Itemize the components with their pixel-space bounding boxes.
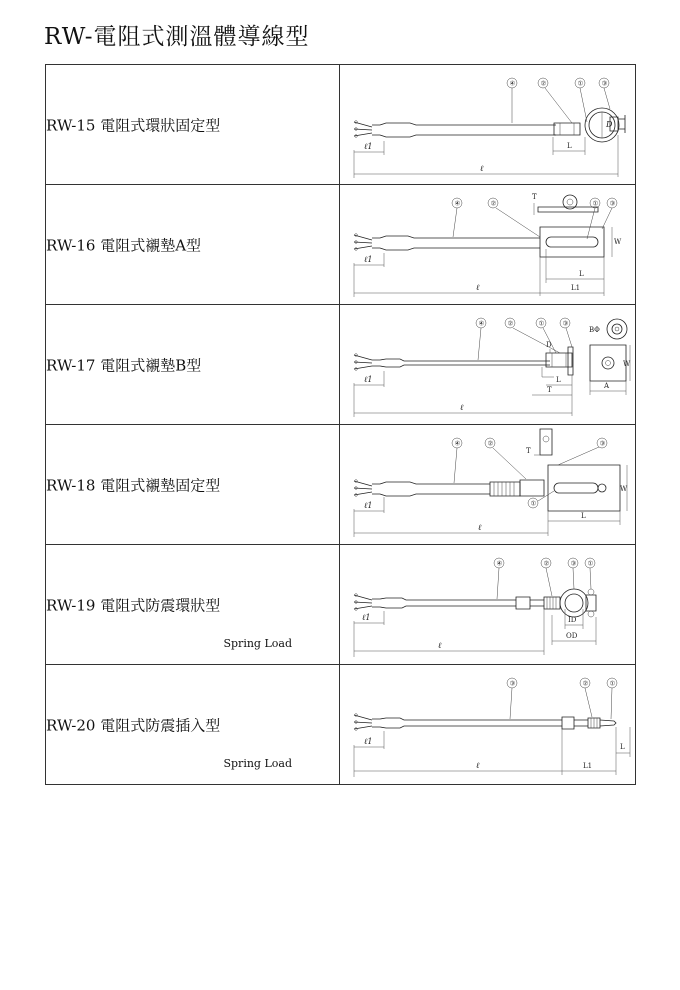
- callout-1: [585, 558, 595, 589]
- model-label-cell: [46, 545, 340, 665]
- dim-label: ℓ: [476, 761, 480, 770]
- callout-3: [568, 558, 578, 589]
- dim-label: ℓ1: [364, 375, 373, 384]
- dim-label: L: [579, 270, 584, 278]
- svg-text:③: ③: [609, 199, 616, 208]
- model-diagram-cell: [340, 185, 636, 305]
- model-name: RW-15 電阻式環狀固定型: [46, 116, 221, 134]
- dim-label: L1: [571, 284, 581, 292]
- dim-label: L: [581, 512, 586, 520]
- callout-1: [575, 78, 587, 122]
- callout-3: [558, 438, 607, 465]
- model-row: [46, 425, 636, 545]
- svg-text:④: ④: [454, 439, 461, 448]
- dim-label: ℓ: [460, 403, 464, 412]
- svg-text:③: ③: [562, 319, 569, 328]
- svg-text:③: ③: [599, 439, 606, 448]
- model-row: [46, 665, 636, 785]
- dim-label: L1: [583, 762, 593, 770]
- svg-text:②: ②: [487, 439, 494, 448]
- callout-3: [599, 78, 610, 109]
- callout-4: [452, 438, 462, 483]
- callout-3: [602, 198, 617, 229]
- callout-4: [452, 198, 462, 237]
- dim-label: W: [620, 485, 628, 493]
- svg-text:②: ②: [582, 679, 589, 688]
- dim-label: ℓ1: [364, 255, 373, 264]
- dim-label: W: [614, 238, 622, 246]
- callout-1: [607, 678, 617, 719]
- model-row: [46, 545, 636, 665]
- dim-label: T: [526, 447, 531, 455]
- svg-text:③: ③: [601, 79, 608, 88]
- model-row: [46, 305, 636, 425]
- model-table: [45, 64, 636, 785]
- model-label-cell: [46, 65, 340, 185]
- model-label-cell: [46, 425, 340, 545]
- dim-label: ℓ: [476, 283, 480, 292]
- dim-label: ID: [568, 616, 577, 624]
- callout-4: [507, 78, 517, 123]
- model-label-cell: [46, 665, 340, 785]
- dim-label: ℓ: [480, 164, 484, 173]
- model-name: RW-20 電阻式防震插入型: [46, 716, 221, 734]
- model-name: RW-18 電阻式襯墊固定型: [46, 476, 221, 494]
- dim-label: T: [532, 193, 537, 201]
- gasket-b-sensor-diagram: [340, 305, 635, 424]
- model-label-cell: [46, 305, 340, 425]
- model-name: RW-16 電阻式襯墊A型: [46, 236, 202, 254]
- callout-1: [587, 198, 600, 239]
- svg-text:①: ①: [587, 559, 594, 568]
- model-diagram-cell: [340, 665, 636, 785]
- svg-text:①: ①: [530, 499, 537, 508]
- dim-label: BΦ: [589, 326, 600, 334]
- model-row: [46, 185, 636, 305]
- model-diagram-cell: [340, 305, 636, 425]
- dim-label: T: [547, 386, 552, 394]
- callout-2: [505, 318, 560, 353]
- shockproof-insert-sensor-diagram: [340, 665, 635, 784]
- svg-text:②: ②: [540, 79, 547, 88]
- svg-text:③: ③: [570, 559, 577, 568]
- callout-2: [541, 558, 552, 596]
- model-diagram-cell: [340, 545, 636, 665]
- dim-label: A: [604, 382, 610, 390]
- model-subtitle: Spring Load: [223, 637, 292, 650]
- ring-fixed-sensor-diagram: [340, 65, 635, 184]
- svg-text:①: ①: [592, 199, 599, 208]
- callout-4: [476, 318, 486, 360]
- model-row: [46, 65, 636, 185]
- dim-label: D: [546, 341, 552, 349]
- svg-text:①: ①: [609, 679, 616, 688]
- dim-label: OD: [566, 632, 578, 640]
- svg-text:②: ②: [507, 319, 514, 328]
- dim-label: L: [556, 376, 561, 384]
- model-name: RW-19 電阻式防震環狀型: [46, 596, 221, 614]
- dim-label: ℓ1: [364, 737, 373, 746]
- callout-4: [494, 558, 504, 599]
- dim-label: W: [623, 360, 631, 368]
- callout-3: [507, 678, 517, 719]
- svg-text:④: ④: [454, 199, 461, 208]
- dim-label: L: [567, 142, 572, 150]
- svg-text:④: ④: [509, 79, 516, 88]
- svg-text:②: ②: [543, 559, 550, 568]
- model-label-cell: [46, 185, 340, 305]
- dim-label: ℓ1: [364, 142, 373, 151]
- callout-3: [560, 318, 572, 347]
- callout-2: [488, 198, 540, 237]
- dim-label: D: [606, 120, 613, 129]
- gasket-a-sensor-diagram: [340, 185, 635, 304]
- shockproof-ring-sensor-diagram: [340, 545, 635, 664]
- svg-text:①: ①: [538, 319, 545, 328]
- svg-text:③: ③: [509, 679, 516, 688]
- model-subtitle: Spring Load: [223, 757, 292, 770]
- gasket-fixed-sensor-diagram: [340, 425, 635, 544]
- dim-label: ℓ: [478, 523, 482, 532]
- svg-text:①: ①: [577, 79, 584, 88]
- svg-text:④: ④: [478, 319, 485, 328]
- model-diagram-cell: [340, 425, 636, 545]
- svg-text:④: ④: [496, 559, 503, 568]
- page-title: RW-電阻式測溫體導線型: [44, 24, 310, 50]
- callout-2: [538, 78, 572, 123]
- callout-2: [580, 678, 592, 717]
- svg-text:②: ②: [490, 199, 497, 208]
- dim-label: ℓ1: [362, 613, 371, 622]
- dim-label: L: [620, 743, 625, 751]
- model-diagram-cell: [340, 65, 636, 185]
- callout-2: [485, 438, 526, 479]
- dim-label: ℓ1: [364, 501, 373, 510]
- callout-1: [528, 491, 554, 508]
- model-name: RW-17 電阻式襯墊B型: [46, 356, 202, 374]
- dim-label: ℓ: [438, 641, 442, 650]
